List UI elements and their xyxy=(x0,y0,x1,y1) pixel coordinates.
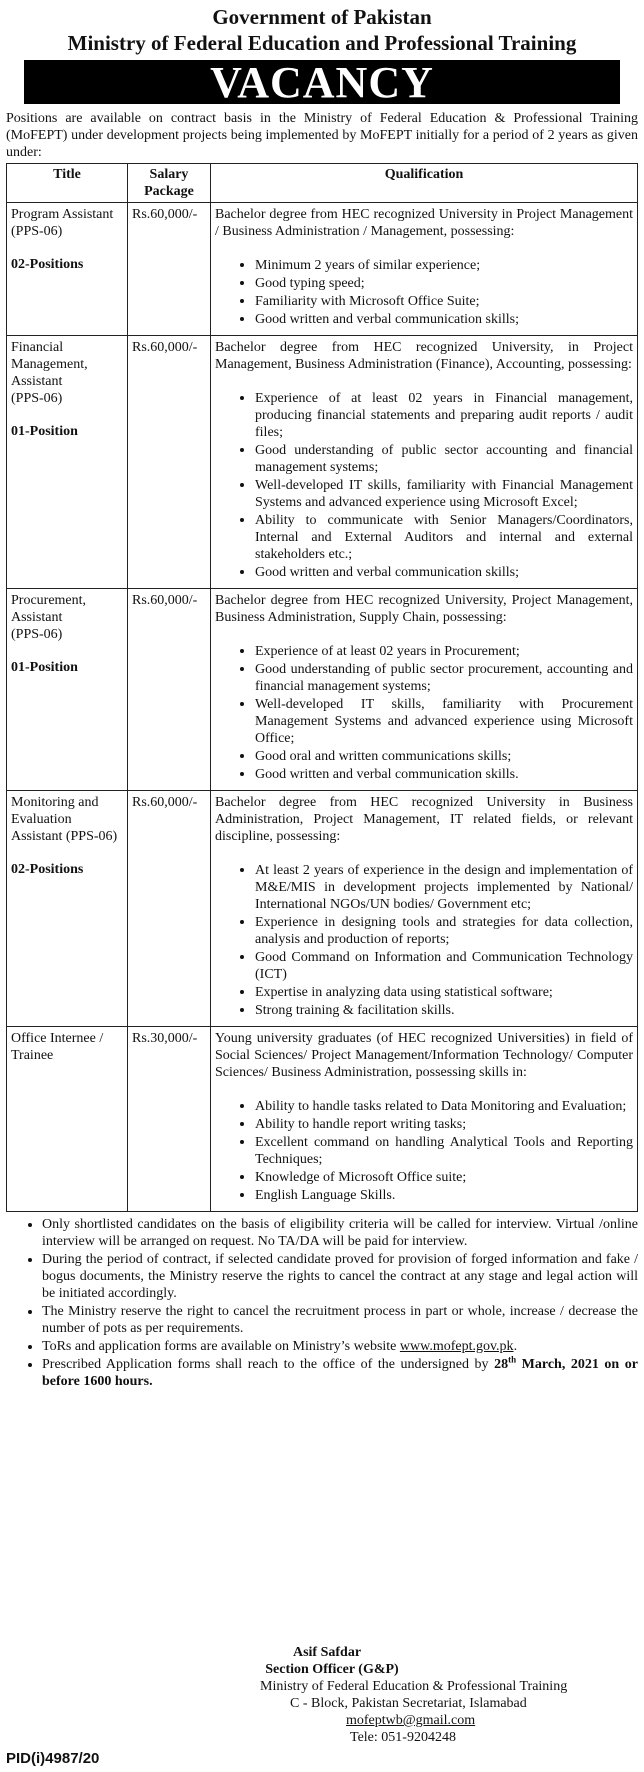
note-item xyxy=(42,1338,638,1355)
position-title-line: Management, xyxy=(11,357,88,372)
note-item: • During the period of contract, if selected candidate proved for provision of forged information and fake / bogus documents, the Ministry reserve the rights to cancel the contract at any stage and legal action will be initiated accordingly. xyxy=(42,1251,638,1302)
requirement-item: • Minimum 2 years of similar experience; xyxy=(255,256,633,274)
signatory-name: Asif Safdar xyxy=(292,1645,362,1660)
requirement-item: • Well-developed IT skills, familiarity with Financial Management Systems and advanced experience using Microsoft Excel; xyxy=(255,476,633,511)
header-salary-line1: Salary xyxy=(149,167,189,182)
position-count: 02-Positions xyxy=(11,257,84,272)
note-text: ToRs and application forms are available on Ministry’s website xyxy=(42,1339,400,1354)
position-title-line: Assistant xyxy=(11,374,63,389)
signatory-telephone: Tele: 051-9204248 xyxy=(350,1730,456,1745)
qualification-text: Bachelor degree from HEC recognized University in Business Administration, Project Management, IT related fields, or relevant discipline, possessing: xyxy=(215,795,633,844)
salary-cell: Rs.60,000/- xyxy=(128,203,211,336)
salary-cell: Rs.60,000/- xyxy=(128,589,211,791)
position-count: 01-Position xyxy=(11,660,78,675)
requirement-item: • Good oral and written communications skills; xyxy=(255,747,633,765)
website-link[interactable]: www.mofept.gov.pk xyxy=(399,1339,514,1354)
header-salary-line2: Package xyxy=(144,184,194,199)
requirements-list xyxy=(215,861,633,1019)
position-title-line: Monitoring and xyxy=(11,795,99,810)
requirement-item: • Excellent command on handling Analytical Tools and Reporting Techniques; xyxy=(255,1133,633,1168)
signatory-email[interactable]: mofeptwb@gmail.com xyxy=(346,1713,476,1728)
table-row xyxy=(7,1027,638,1212)
requirement-item: • Good understanding of public sector accounting and financial management systems; xyxy=(255,441,633,476)
requirement-item: • Strong training & facilitation skills. xyxy=(255,1001,633,1019)
notes-list xyxy=(6,1216,638,1390)
requirement-item: • English Language Skills. xyxy=(255,1186,633,1204)
requirement-item: • Good written and verbal communication skills; xyxy=(255,310,633,328)
requirements-list xyxy=(215,1097,633,1204)
pid-number: PID(i)4987/20 xyxy=(6,1750,100,1767)
position-title-cell xyxy=(7,203,128,336)
signatory-block xyxy=(0,1644,644,1746)
requirements-list xyxy=(215,642,633,783)
deadline-text: March, 2021 on or before 1600 hours. xyxy=(42,1357,638,1389)
table-row xyxy=(7,336,638,589)
position-title-line: Evaluation xyxy=(11,812,72,827)
qualification-cell xyxy=(211,1027,638,1212)
government-heading: Government of Pakistan xyxy=(212,5,432,29)
signatory-designation: Section Officer (G&P) xyxy=(265,1662,399,1677)
table-row xyxy=(7,791,638,1027)
position-count: 01-Position xyxy=(11,424,78,439)
qualification-cell xyxy=(211,589,638,791)
qualification-cell xyxy=(211,203,638,336)
header-qualification: Qualification xyxy=(211,164,638,203)
requirement-item: • Experience of at least 02 years in Financial management, producing financial statements and preparing audit reports / audit files; xyxy=(255,389,633,441)
requirement-item: • Expertise in analyzing data using statistical software; xyxy=(255,983,633,1001)
position-count: 02-Positions xyxy=(11,862,84,877)
position-title-line: Office Internee / xyxy=(11,1031,104,1046)
vacancy-banner: VACANCY xyxy=(24,60,620,104)
table-header-row xyxy=(7,164,638,203)
qualification-cell xyxy=(211,791,638,1027)
table-row xyxy=(7,589,638,791)
note-text: Prescribed Application forms shall reach to the office of the undersigned by xyxy=(42,1357,495,1372)
position-title-line: (PPS-06) xyxy=(11,627,63,642)
signatory-ministry: Ministry of Federal Education & Professional Training xyxy=(260,1679,568,1694)
position-title-line: (PPS-06) xyxy=(11,391,63,406)
requirement-item: • Ability to communicate with Senior Managers/Coordinators, Internal and External Auditors and internal and external stakeholders etc.; xyxy=(255,511,633,563)
qualification-text: Bachelor degree from HEC recognized University in Project Management / Business Administration / Management, possessing: xyxy=(215,207,633,239)
requirement-item: • Experience of at least 02 years in Procurement; xyxy=(255,642,633,660)
requirement-item: • Good written and verbal communication skills. xyxy=(255,765,633,783)
signatory-address: C - Block, Pakistan Secretariat, Islamabad xyxy=(290,1696,527,1711)
position-title-cell xyxy=(7,589,128,791)
requirement-item: • Ability to handle tasks related to Data Monitoring and Evaluation; xyxy=(255,1097,633,1115)
qualification-cell xyxy=(211,336,638,589)
position-title-line: Program Assistant xyxy=(11,207,114,222)
requirement-item: • Good written and verbal communication skills; xyxy=(255,563,633,581)
note-text: . xyxy=(513,1339,518,1354)
position-title-cell xyxy=(7,1027,128,1212)
salary-cell: Rs.60,000/- xyxy=(128,791,211,1027)
qualification-text: Bachelor degree from HEC recognized University, in Project Management, Business Administration (Finance), Accounting, possessing: xyxy=(215,340,633,372)
vacancy-table xyxy=(6,163,638,1212)
qualification-text: Bachelor degree from HEC recognized University, Project Management, Business Administration, Supply Chain, possessing: xyxy=(215,593,633,625)
qualification-text: Young university graduates (of HEC recognized Universities) in field of Social Sciences/ Project Management/Information Technology/ Computer Sciences/ Business Administration, possessing skills in: xyxy=(215,1031,633,1080)
requirement-item: • Knowledge of Microsoft Office suite; xyxy=(255,1168,633,1186)
requirement-item: • Experience in designing tools and strategies for data collection, analysis and production of reports; xyxy=(255,913,633,948)
requirement-item: • Good typing speed; xyxy=(255,274,633,292)
requirement-item: • Good Command on Information and Communication Technology (ICT) xyxy=(255,948,633,983)
position-title-line: Assistant (PPS-06) xyxy=(11,829,118,844)
table-row xyxy=(7,203,638,336)
requirement-item: • Well-developed IT skills, familiarity with Procurement Management Systems and advanced experience using Microsoft Office; xyxy=(255,695,633,747)
salary-cell: Rs.30,000/- xyxy=(128,1027,211,1212)
note-item: • Only shortlisted candidates on the basis of eligibility criteria will be called for interview. Virtual /online interview will be arranged on request. No TA/DA will be paid for interview. xyxy=(42,1216,638,1250)
deadline-suffix: th xyxy=(508,1354,517,1365)
header-title: Title xyxy=(7,164,128,203)
position-title-line: (PPS-06) xyxy=(11,224,63,239)
note-item xyxy=(42,1356,638,1390)
ministry-heading: Ministry of Federal Education and Professional Training xyxy=(67,31,577,55)
header-salary xyxy=(128,164,211,203)
position-title-cell xyxy=(7,791,128,1027)
deadline-day: 28 xyxy=(494,1357,509,1372)
requirement-item: • At least 2 years of experience in the design and implementation of M&E/MIS in development projects implemented by National/ International NGOs/UN bodies/ Government etc; xyxy=(255,861,633,913)
requirements-list xyxy=(215,389,633,581)
note-item: • The Ministry reserve the right to cancel the recruitment process in part or whole, increase / decrease the number of pots as per requirements. xyxy=(42,1303,638,1337)
position-title-line: Assistant xyxy=(11,610,63,625)
position-title-line: Procurement, xyxy=(11,593,87,608)
requirement-item: • Good understanding of public sector procurement, accounting and financial management systems; xyxy=(255,660,633,695)
salary-cell: Rs.60,000/- xyxy=(128,336,211,589)
requirement-item: • Familiarity with Microsoft Office Suite; xyxy=(255,292,633,310)
requirement-item: • Ability to handle report writing tasks; xyxy=(255,1115,633,1133)
requirements-list xyxy=(215,256,633,328)
position-title-cell xyxy=(7,336,128,589)
intro-paragraph: Positions are available on contract basis in the Ministry of Federal Education & Professional Training (MoFEPT) under development projects being implemented by MoFEPT initially for a period of 2 years as given under: xyxy=(6,111,638,160)
position-title-line: Trainee xyxy=(11,1048,54,1063)
vacancy-rows xyxy=(7,203,638,1212)
position-title-line: Financial xyxy=(11,340,64,355)
